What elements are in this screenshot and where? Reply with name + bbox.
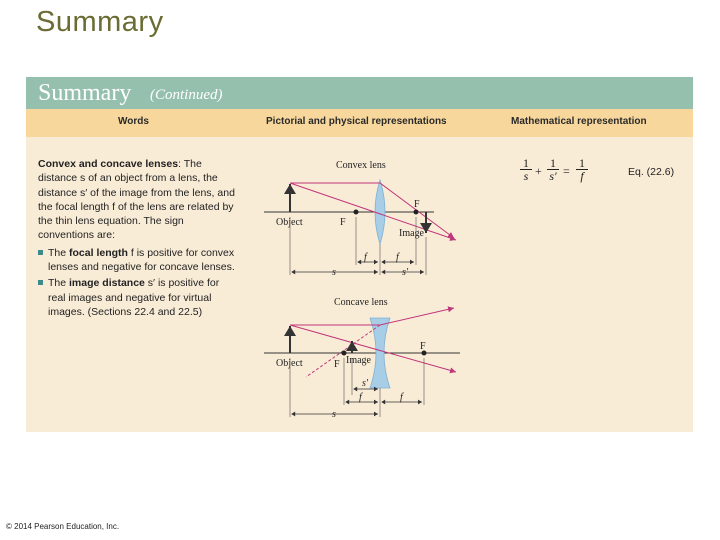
equals-sign: =	[563, 164, 570, 178]
convex-object-label: Object	[276, 217, 303, 228]
concave-caption: Concave lens	[334, 297, 388, 308]
bullet2-post: s′ is positive for real images and negative for virtual images. (Sections 22.4 and 22.5)	[48, 277, 220, 318]
convex-image-label: Image	[399, 228, 424, 239]
concave-ray-1b	[380, 308, 454, 325]
intro-text: : The distance s of an object from a lens, the distance s′ of the image from the lens, and the focal length f of the lens are related by the thin lens equation. The sign conventions are:	[38, 158, 235, 242]
convex-f-label-left: f	[364, 252, 367, 263]
concave-f-label-right: f	[400, 392, 403, 403]
frac2-den: s′	[549, 169, 557, 183]
lens-heading: Convex and concave lenses	[38, 158, 179, 170]
concave-ray-2	[290, 325, 456, 372]
convex-caption: Convex lens	[336, 160, 386, 171]
panel-title: Summary	[38, 80, 132, 106]
plus-sign: +	[535, 164, 542, 178]
summary-panel	[26, 77, 693, 432]
frac3-den: f	[580, 169, 584, 183]
slide-title: Summary	[36, 6, 164, 38]
concave-lens-diagram	[264, 297, 460, 420]
convex-F-left: F	[340, 217, 346, 228]
convex-focal-point-right	[414, 210, 419, 215]
convex-s-prime-label: s′	[402, 267, 409, 278]
concave-image-label: Image	[346, 355, 371, 366]
convex-focal-point-left	[354, 210, 359, 215]
bullet1-post: f is positive for convex lenses and negative for concave lenses.	[48, 246, 235, 274]
bullet2-bold: image distance	[69, 277, 145, 290]
equation-reference: Eq. (22.6)	[628, 166, 675, 178]
convex-F-right: F	[414, 199, 420, 210]
frac1-num: 1	[520, 157, 532, 170]
column-header-math: Mathematical representation	[511, 116, 647, 127]
panel-subtitle: (Continued)	[150, 87, 223, 103]
concave-F-left: F	[334, 359, 340, 370]
bullet1-pre: The	[48, 246, 70, 259]
convex-f-label-right: f	[396, 252, 399, 263]
bullet2-pre: The	[48, 277, 70, 290]
concave-s-label: s	[332, 409, 336, 420]
column-header-pictorial: Pictorial and physical representations	[266, 116, 447, 127]
frac1-den: s	[523, 169, 529, 183]
bullet1-bold: focal length	[69, 246, 128, 259]
frac3-num: 1	[576, 157, 588, 170]
column-header-words: Words	[118, 116, 149, 127]
concave-object-label: Object	[276, 358, 303, 369]
lens-diagrams	[26, 77, 693, 432]
concave-F-right: F	[420, 341, 426, 352]
convex-lens-diagram	[264, 160, 456, 278]
concave-f-label-left: f	[359, 392, 362, 403]
copyright-footer: © 2014 Pearson Education, Inc.	[6, 522, 120, 531]
convex-s-label: s	[332, 267, 336, 278]
convex-lens-shape	[375, 180, 385, 244]
concave-s-prime-label: s′	[362, 378, 369, 389]
frac2-num: 1	[547, 157, 559, 170]
